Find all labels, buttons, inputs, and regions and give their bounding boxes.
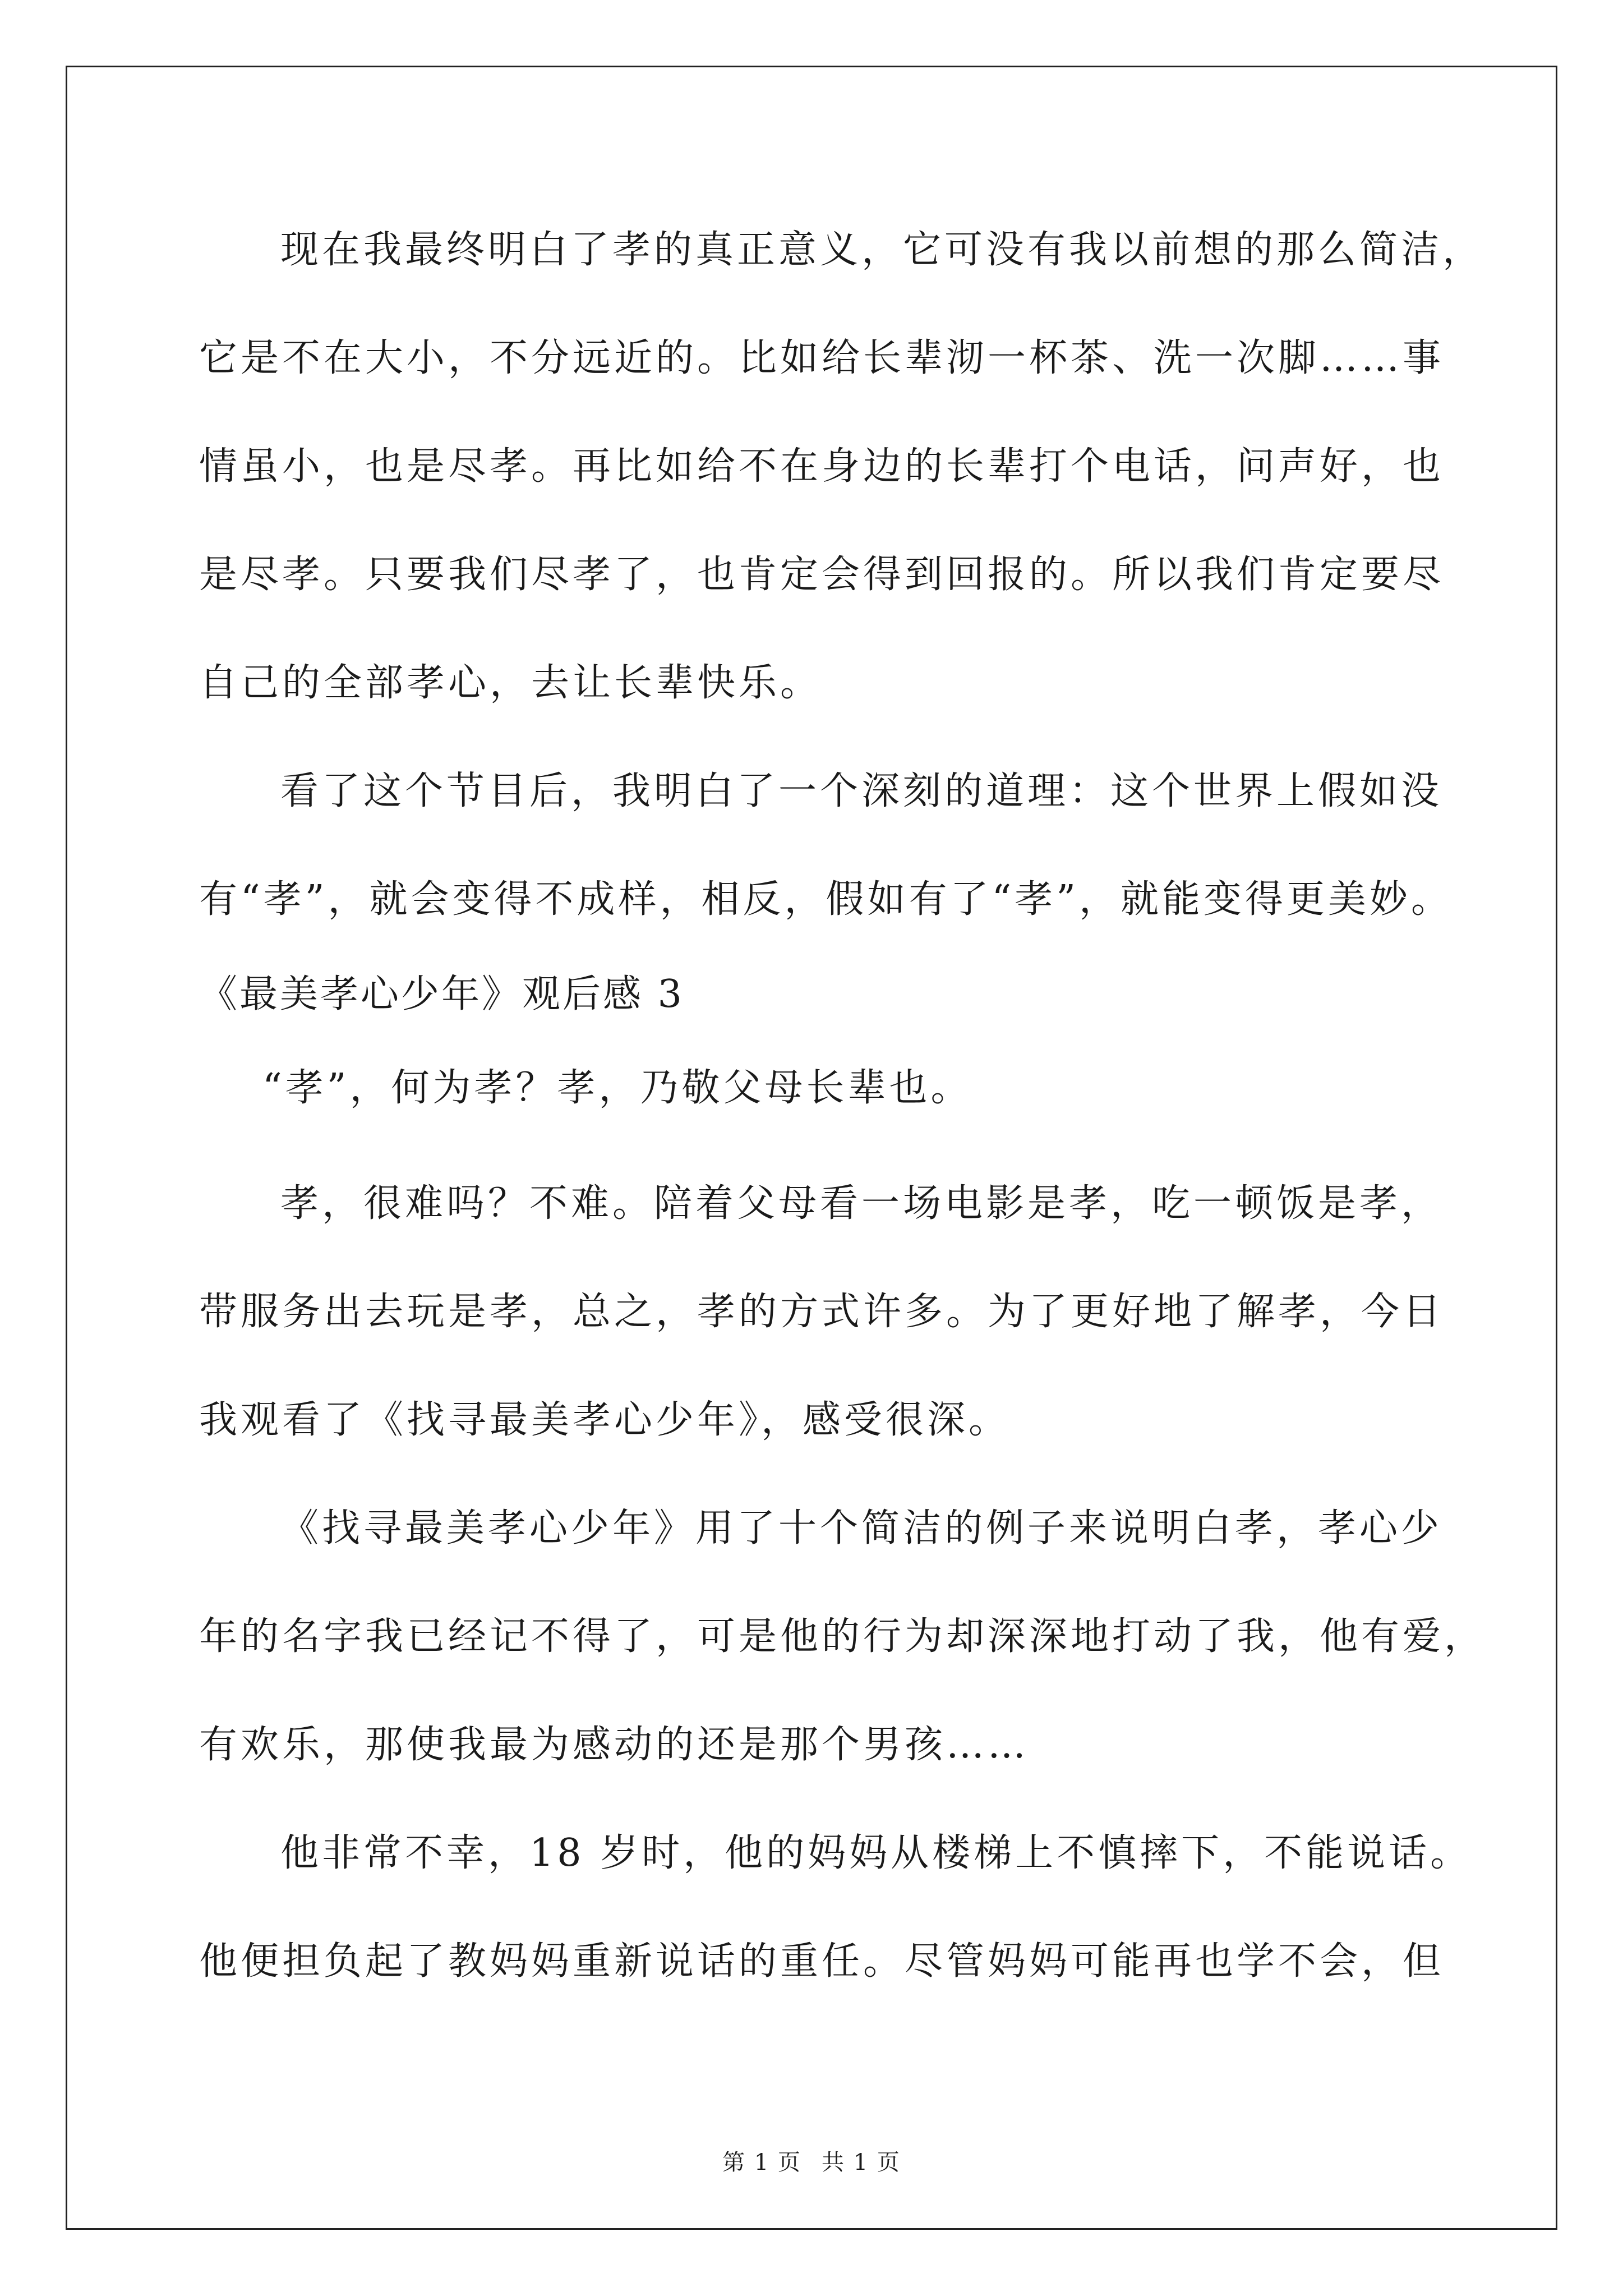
paragraph-line: 自己的全部孝心，去让长辈快乐。 xyxy=(199,661,822,705)
section-title: 《最美孝心少年》观后感 3 xyxy=(199,972,684,1016)
paragraph-line: 孝，很难吗？不难。陪着父母看一场电影是孝，吃一顿饭是孝， xyxy=(280,1181,1443,1226)
page-number: 第 1 页 xyxy=(722,2150,801,2175)
paragraph-line: 它是不在大小，不分远近的。比如给长辈沏一杯茶、洗一次脚……事 xyxy=(199,336,1445,380)
paragraph-line: “孝”，何为孝？孝，乃敬父母长辈也。 xyxy=(262,1066,972,1110)
paragraph-line: 有欢乐，那使我最为感动的还是那个男孩…… xyxy=(199,1723,1030,1767)
page-border xyxy=(66,66,1557,2230)
paragraph-line: 我观看了《找寻最美孝心少年》，感受很深。 xyxy=(199,1398,1011,1442)
page-total: 共 1 页 xyxy=(822,2150,901,2175)
paragraph-line: 《找寻最美孝心少年》用了十个简洁的例子来说明白孝，孝心少 xyxy=(280,1506,1443,1550)
paragraph-line: 有“孝”，就会变得不成样，相反，假如有了“孝”，就能变得更美妙。 xyxy=(199,877,1453,922)
paragraph-line: 是尽孝。只要我们尽孝了，也肯定会得到回报的。所以我们肯定要尽 xyxy=(199,553,1445,597)
paragraph-line: 他便担负起了教妈妈重新说话的重任。尽管妈妈可能再也学不会，但 xyxy=(199,1939,1445,1984)
paragraph-line: 情虽小，也是尽孝。再比如给不在身边的长辈打个电话，问声好，也 xyxy=(199,444,1445,489)
paragraph-line: 年的名字我已经记不得了，可是他的行为却深深地打动了我，他有爱， xyxy=(199,1614,1486,1659)
paragraph-line: 看了这个节目后，我明白了一个深刻的道理：这个世界上假如没 xyxy=(280,769,1443,813)
page-footer xyxy=(0,2148,1623,2177)
paragraph-line: 他非常不幸，18 岁时，他的妈妈从楼梯上不慎摔下，不能说话。 xyxy=(280,1831,1472,1875)
paragraph-line: 带服务出去玩是孝，总之，孝的方式许多。为了更好地了解孝，今日 xyxy=(199,1290,1445,1334)
paragraph-line: 现在我最终明白了孝的真正意义，它可没有我以前想的那么简洁， xyxy=(280,228,1484,272)
